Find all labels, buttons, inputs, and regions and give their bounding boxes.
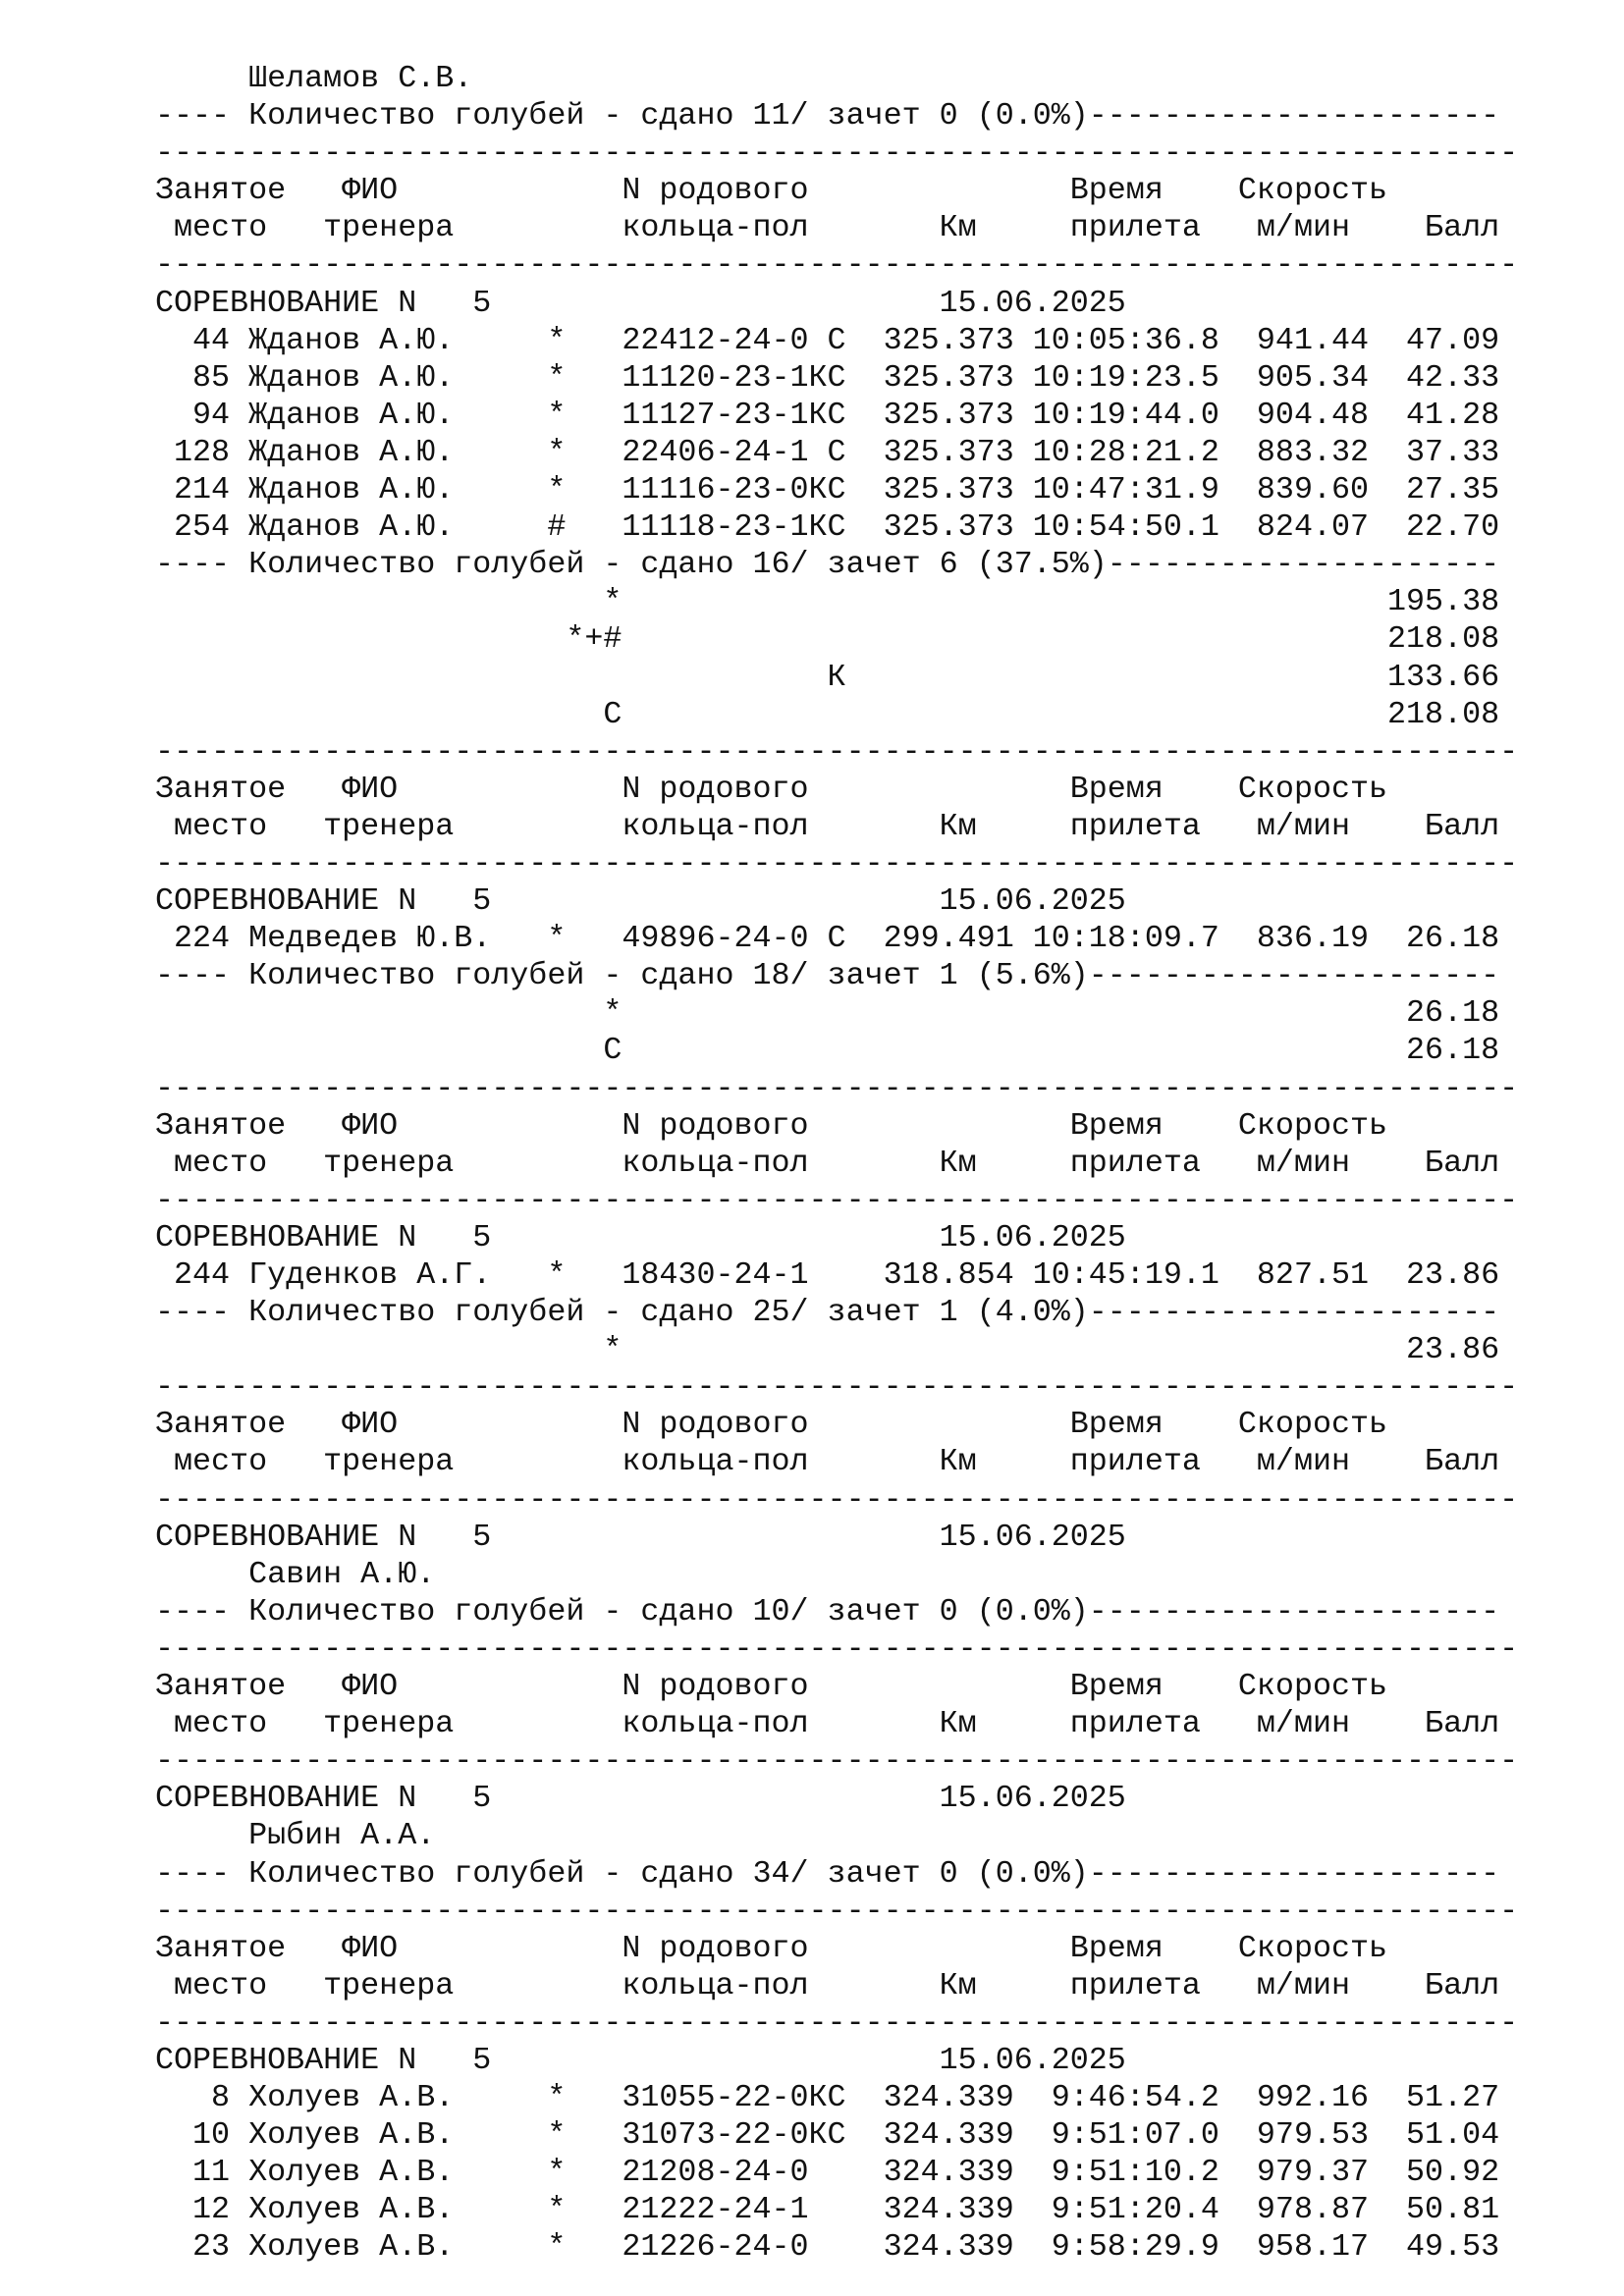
competition-header: СОРЕВНОВАНИЕ N 5 15.06.2025	[155, 1781, 1126, 1817]
column-header: Занятое ФИО N родового Время Скорость	[155, 771, 1388, 807]
result-row: 8 Холуев А.В. * 31055-22-0КС 324.339 9:46:54.2 992.16 51.27	[155, 2080, 1500, 2116]
separator-line: -------------------------------------------------------------------------	[155, 1481, 1519, 1518]
subtotal-row: * 26.18	[155, 995, 1500, 1032]
subtotal-row: * 23.86	[155, 1332, 1500, 1368]
subtotal-row: С 26.18	[155, 1033, 1500, 1069]
result-row: 94 Жданов А.Ю. * 11127-23-1КС 325.373 10:19:44.0 904.48 41.28	[155, 397, 1500, 433]
column-header: место тренера кольца-пол Км прилета м/мин Балл	[155, 1967, 1500, 2003]
column-header: Занятое ФИО N родового Время Скорость	[155, 1107, 1388, 1144]
separator-line: -------------------------------------------------------------------------	[155, 1182, 1519, 1218]
column-header: место тренера кольца-пол Км прилета м/мин Балл	[155, 1145, 1500, 1181]
result-row: 128 Жданов А.Ю. * 22406-24-1 С 325.373 10:28:21.2 883.32 37.33	[155, 434, 1500, 470]
result-row: 11 Холуев А.В. * 21208-24-0 324.339 9:51:10.2 979.37 50.92	[155, 2155, 1500, 2191]
competition-header: СОРЕВНОВАНИЕ N 5 15.06.2025	[155, 883, 1126, 920]
column-header: Занятое ФИО N родового Время Скорость	[155, 173, 1388, 209]
separator-line: -------------------------------------------------------------------------	[155, 1743, 1519, 1780]
subtotal-row: С 218.08	[155, 696, 1500, 732]
separator-line: -------------------------------------------------------------------------	[155, 1070, 1519, 1106]
separator-line: -------------------------------------------------------------------------	[155, 733, 1519, 770]
competition-header: СОРЕВНОВАНИЕ N 5 15.06.2025	[155, 2042, 1126, 2078]
trainer-name: Шеламов С.В.	[155, 61, 473, 96]
result-row: 224 Медведев Ю.В. * 49896-24-0 С 299.491 10:18:09.7 836.19 26.18	[155, 921, 1500, 957]
subtotal-row: * 195.38	[155, 584, 1500, 620]
separator-line: -------------------------------------------------------------------------	[155, 135, 1519, 172]
separator-line: -------------------------------------------------------------------------	[155, 1893, 1519, 1929]
competition-header: СОРЕВНОВАНИЕ N 5 15.06.2025	[155, 1519, 1126, 1555]
separator-line: -------------------------------------------------------------------------	[155, 247, 1519, 284]
result-row: 85 Жданов А.Ю. * 11120-23-1КС 325.373 10:19:23.5 905.34 42.33	[155, 359, 1500, 396]
subtotal-row: *+# 218.08	[155, 621, 1500, 658]
competition-header: СОРЕВНОВАНИЕ N 5 15.06.2025	[155, 285, 1126, 321]
column-header: Занятое ФИО N родового Время Скорость	[155, 1407, 1388, 1443]
column-header: Занятое ФИО N родового Время Скорость	[155, 1669, 1388, 1705]
pigeon-count-summary: ---- Количество голубей - сдано 11/ зачет 0 (0.0%)----------------------	[155, 98, 1500, 134]
pigeon-count-summary: ---- Количество голубей - сдано 18/ зачет 1 (5.6%)----------------------	[155, 958, 1500, 994]
separator-line: -------------------------------------------------------------------------	[155, 2004, 1519, 2041]
separator-line: -------------------------------------------------------------------------	[155, 1369, 1519, 1406]
result-row: 12 Холуев А.В. * 21222-24-1 324.339 9:51:20.4 978.87 50.81	[155, 2192, 1500, 2228]
competition-header: СОРЕВНОВАНИЕ N 5 15.06.2025	[155, 1219, 1126, 1255]
trainer-name: Савин А.Ю.	[155, 1556, 436, 1592]
result-row: 23 Холуев А.В. * 21226-24-0 324.339 9:58:29.9 958.17 49.53	[155, 2229, 1500, 2266]
column-header: место тренера кольца-пол Км прилета м/мин Балл	[155, 808, 1500, 844]
separator-line: -------------------------------------------------------------------------	[155, 845, 1519, 881]
result-row: 10 Холуев А.В. * 31073-22-0КС 324.339 9:51:07.0 979.53 51.04	[155, 2117, 1500, 2154]
column-header: место тренера кольца-пол Км прилета м/мин Балл	[155, 1706, 1500, 1742]
pigeon-count-summary: ---- Количество голубей - сдано 34/ зачет 0 (0.0%)----------------------	[155, 1855, 1500, 1892]
subtotal-row: К 133.66	[155, 659, 1500, 695]
result-row: 254 Жданов А.Ю. # 11118-23-1КС 325.373 10:54:50.1 824.07 22.70	[155, 509, 1500, 546]
pigeon-count-summary: ---- Количество голубей - сдано 10/ зачет 0 (0.0%)----------------------	[155, 1593, 1500, 1629]
separator-line: -------------------------------------------------------------------------	[155, 1630, 1519, 1667]
column-header: Занятое ФИО N родового Время Скорость	[155, 1930, 1388, 1966]
competition-results-report	[155, 60, 1518, 2267]
column-header: место тренера кольца-пол Км прилета м/мин Балл	[155, 210, 1500, 246]
pigeon-count-summary: ---- Количество голубей - сдано 16/ зачет 6 (37.5%)---------------------	[155, 547, 1500, 583]
column-header: место тренера кольца-пол Км прилета м/мин Балл	[155, 1444, 1500, 1480]
trainer-name: Рыбин А.А.	[155, 1818, 436, 1854]
result-row: 214 Жданов А.Ю. * 11116-23-0КС 325.373 10:47:31.9 839.60 27.35	[155, 472, 1500, 508]
result-row: 44 Жданов А.Ю. * 22412-24-0 С 325.373 10:05:36.8 941.44 47.09	[155, 322, 1500, 358]
pigeon-count-summary: ---- Количество голубей - сдано 25/ зачет 1 (4.0%)----------------------	[155, 1295, 1500, 1331]
result-row: 244 Гуденков А.Г. * 18430-24-1 318.854 10:45:19.1 827.51 23.86	[155, 1257, 1500, 1293]
